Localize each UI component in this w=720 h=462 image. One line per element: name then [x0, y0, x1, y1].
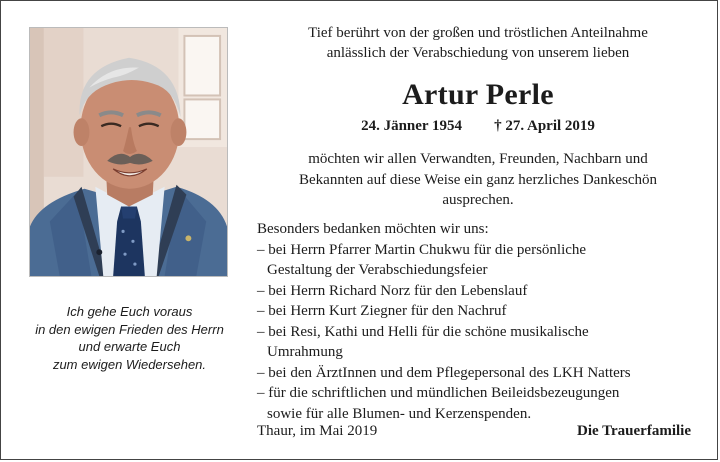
list-item-continuation: Gestaltung der Verabschiedungsfeier — [267, 262, 488, 278]
special-thanks-list — [257, 240, 703, 425]
list-item-line: – bei den ÄrztInnen und dem Pflegepersonal des LKH Natters — [257, 364, 631, 381]
farewell-quote — [11, 303, 248, 373]
list-item-line: – bei Herrn Kurt Ziegner für den Nachruf — [257, 303, 507, 319]
list-item — [257, 301, 703, 322]
list-item — [257, 383, 703, 424]
quote-line: in den ewigen Frieden des Herrn — [35, 321, 224, 337]
life-dates — [253, 116, 703, 136]
list-item — [257, 363, 703, 384]
thanks-line: Bekannten auf diese Weise ein ganz herzliches Dankeschön — [299, 171, 657, 188]
quote-line: Ich gehe Euch voraus — [66, 304, 193, 319]
portrait-image — [30, 28, 227, 276]
list-item — [257, 322, 703, 363]
signature: Die Trauerfamilie — [577, 423, 691, 439]
list-item — [257, 281, 703, 302]
quote-line: und erwarte Euch — [78, 339, 181, 354]
place-and-date: Thaur, im Mai 2019 — [257, 423, 378, 439]
intro-text — [253, 23, 703, 63]
birth-date: 24. Jänner 1954 — [361, 118, 463, 134]
thanks-line: ausprechen. — [442, 192, 514, 208]
intro-line: anlässlich der Verabschiedung von unserem lieben — [326, 45, 630, 61]
list-item-continuation: Umrahmung — [267, 344, 343, 360]
thanks-line: möchten wir allen Verwandten, Freunden, Nachbarn und — [308, 151, 648, 167]
list-item — [257, 240, 703, 281]
list-item-line: – bei Herrn Pfarrer Martin Chukwu für die persönliche — [257, 241, 587, 258]
list-item-continuation: sowie für alle Blumen- und Kerzenspenden. — [267, 405, 532, 422]
list-item-line: – für die schriftlichen und mündlichen Beileidsbezeugungen — [257, 385, 620, 401]
portrait-photo — [29, 27, 228, 277]
intro-line: Tief berührt von der großen und tröstlichen Anteilnahme — [308, 25, 648, 41]
death-date: † 27. April 2019 — [494, 118, 595, 134]
special-thanks-heading: Besonders bedanken möchten wir uns: — [257, 221, 489, 237]
list-item-line: – bei Herrn Richard Norz für den Lebenslauf — [257, 282, 528, 299]
thanks-text — [253, 149, 703, 211]
list-item-line: – bei Resi, Kathi und Helli für die schöne musikalische — [257, 323, 589, 340]
deceased-name: Artur Perle — [402, 78, 554, 111]
quote-line: zum ewigen Wiedersehen. — [52, 356, 207, 372]
